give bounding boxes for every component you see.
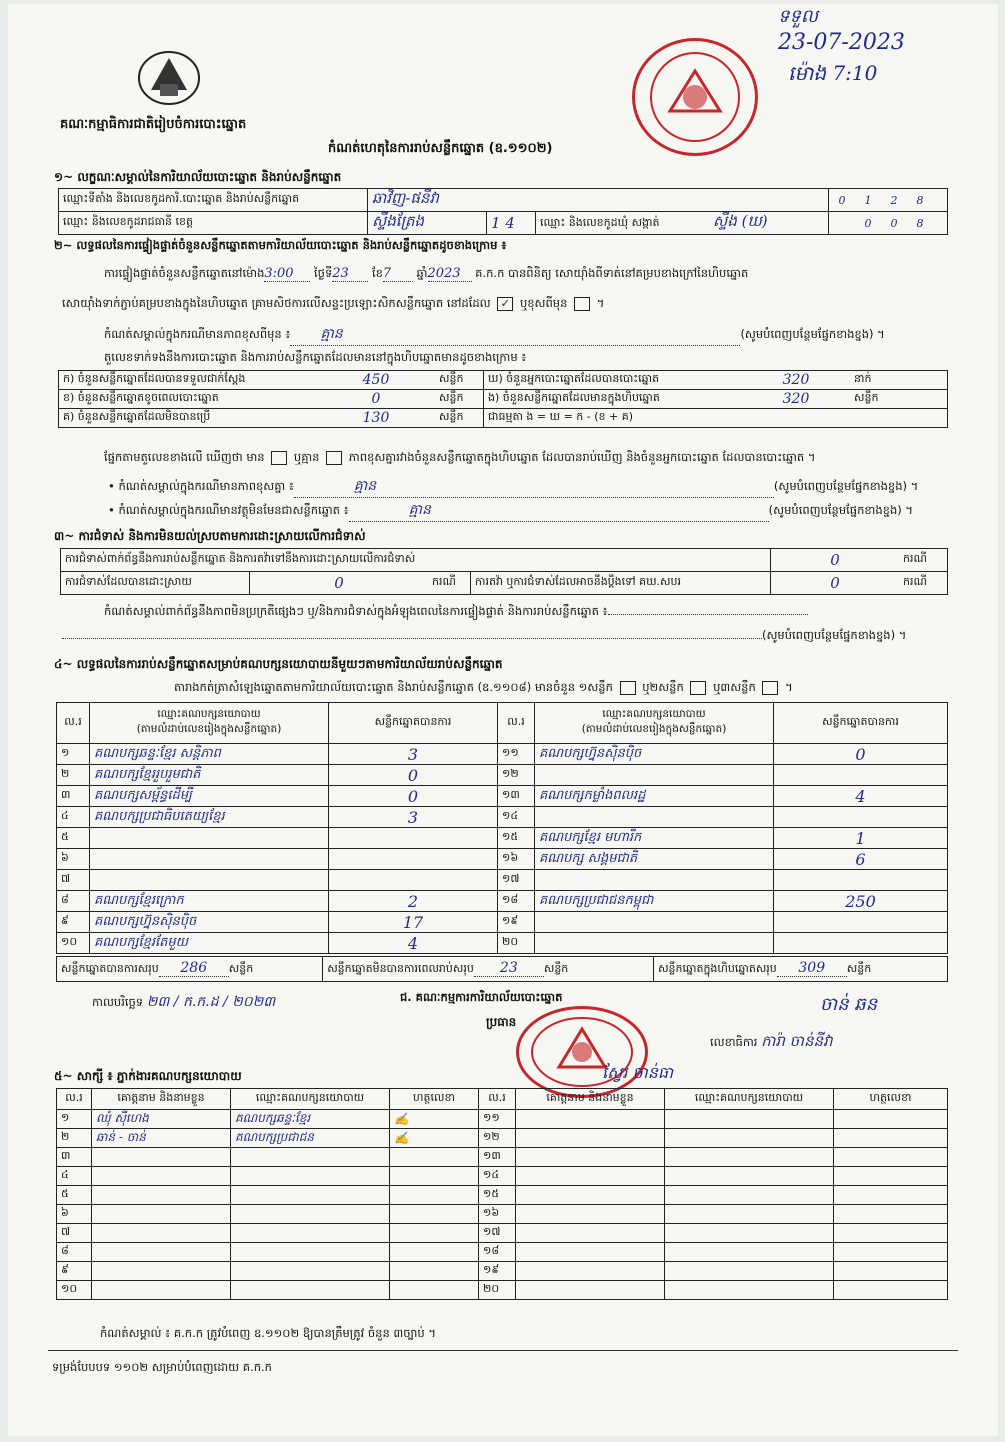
witness-signature	[834, 1262, 948, 1281]
witness-no: ១៥	[479, 1186, 516, 1205]
s3-fill: (សូមបំពេញបន្ថែមផ្នែកខាងខ្នង) ។	[62, 628, 906, 645]
witness-name	[92, 1167, 231, 1186]
witness-no: ៣	[57, 1148, 92, 1167]
witness-name	[516, 1167, 665, 1186]
result-party	[535, 765, 774, 786]
result-votes: 0	[329, 786, 498, 807]
witness-no: ១៤	[479, 1167, 516, 1186]
s4-date: កាលបរិច្ឆេទ ២៣ / ក.ក.ដ / ២០២៣	[92, 994, 276, 1010]
result-votes: 250	[774, 891, 948, 912]
witness-no: ១៧	[479, 1224, 516, 1243]
result-votes: 6	[774, 849, 948, 870]
witness-row	[57, 1224, 948, 1243]
col-votes-right: សន្លឹកឆ្នោតបានការ	[774, 703, 948, 744]
result-row	[57, 870, 948, 891]
witness-no: ២	[57, 1129, 92, 1148]
result-party	[535, 807, 774, 828]
two-sheet-checkbox[interactable]	[690, 681, 706, 695]
s2-table	[58, 370, 948, 428]
s1-row1-value: ឆាវិញ-ផនីវា	[368, 189, 829, 212]
result-no: ១៥	[498, 828, 535, 849]
total-valid: សន្លឹកឆ្នោតបានការសរុប 286 សន្លឹក	[57, 957, 323, 982]
s4-results-table	[56, 702, 948, 954]
result-party: គណបក្សកម្លាំងពលរដ្ឋ	[535, 786, 774, 807]
witness-signature	[834, 1205, 948, 1224]
s1-row2-label: ឈ្មោះ និងលេខកូដរាជធានី ខេត្ត	[59, 212, 368, 235]
s4-sig-name: ចាន់ ឆន	[820, 994, 878, 1015]
witness-row	[57, 1110, 948, 1129]
witness-party	[665, 1129, 834, 1148]
witness-signature	[390, 1262, 479, 1281]
result-no: ២០	[498, 933, 535, 954]
s2-bullet2: • កំណត់សម្គាល់ក្នុងករណីមានវត្ថុមិនមែនជាសន្លឹកឆ្នោត ៖ គ្មាន (សូមបំពេញបន្ថែមផ្នែកខាងខ្នង) ។	[108, 500, 913, 522]
no-diff-checkbox[interactable]	[326, 451, 342, 465]
witness-no: ៦	[57, 1205, 92, 1224]
org-name: គណៈកម្មាធិការជាតិរៀបចំការបោះឆ្នោត	[60, 117, 247, 132]
witness-signature	[390, 1148, 479, 1167]
witness-party	[665, 1167, 834, 1186]
witness-name	[516, 1205, 665, 1224]
result-no: ៣	[57, 786, 90, 807]
witness-signature	[834, 1110, 948, 1129]
result-row	[57, 933, 948, 954]
witness-party	[231, 1224, 390, 1243]
s5-footnote: កំណត់សម្គាល់ ៖ គ.ក.ក ត្រូវបំពេញ ឧ.១១០២ ឱ្យបានត្រឹមត្រូវ ចំនួន ៣ច្បាប់ ។	[100, 1326, 436, 1340]
s5-witness-table: ល.រ គោត្តនាម និងនាមខ្លួន ឈ្មោះគណបក្សនយោបាយ ហត្ថលេខា ល.រ គោត្តនាម និងនាមខ្លួន ឈ្មោះគណបក្សនយោបាយ ហត្ថលេខា ១ ឈុំ ស៊ីហេង គណបក្សឆន្ទៈខ្មែរ ✍ ១១ ២ ឆាន់ - ចាន់ គណបក្សប្រជាជន ✍ ១២ ៣ ១៣ ៤ ១៤ ៥ ១៥ ៦ ១៦ ៧ ១៧ ៨ ១៨ ៩ ១៩ ១០ ២០	[56, 1088, 948, 1300]
s1-row2-code: 1 4	[487, 212, 536, 235]
witness-name	[516, 1129, 665, 1148]
witness-name	[92, 1281, 231, 1300]
s1-heading: ១~ លក្ខណៈសម្គាល់នៃការិយាល័យបោះឆ្នោត និងរាប់សន្លឹកឆ្នោត	[54, 170, 342, 184]
result-party: គណបក្សខ្មែរតែមួយ	[90, 933, 329, 954]
witness-name: ឆាន់ - ចាន់	[92, 1129, 231, 1148]
result-no: ៥	[57, 828, 90, 849]
witness-signature: ✍	[390, 1129, 479, 1148]
witness-no: ១៦	[479, 1205, 516, 1224]
result-party: គណបក្សខ្មែរ មហារីក	[535, 828, 774, 849]
witness-signature	[390, 1243, 479, 1262]
result-votes: 0	[774, 744, 948, 765]
s2-heading: ២~ លទ្ធផលនៃការផ្ទៀងផ្ទាត់ចំនួនសន្លឹកឆ្នោតតាមការិយាល័យបោះឆ្នោត និងរាប់សន្លឹកឆ្នោតដូចខាងក្រោម ៖	[54, 238, 507, 252]
result-no: ៧	[57, 870, 90, 891]
witness-party	[665, 1186, 834, 1205]
unchanged-checkbox[interactable]: ✓	[497, 297, 513, 311]
witness-party	[665, 1262, 834, 1281]
result-votes	[774, 765, 948, 786]
result-votes: 3	[329, 744, 498, 765]
s2-paragraph2: សោយ៉ាំងទាក់ភ្ជាប់គម្របខាងក្នុងនៃហិបឆ្នោត គ្រាមសិថការលើសន្ទះប្រឡោះសិកសន្លឹកឆ្នោត នៅដដែល ✓ ឬខុសពីមុន ។	[62, 295, 605, 310]
s4-intro: តារាងកត់ត្រាសំឡេងឆ្នោតតាមការិយាល័យបោះឆ្នោត និងរាប់សន្លឹកឆ្នោត (ឧ.១១០៨) មានចំនួន ១សន្លឹក ឬ២សន្លឹក ឬ៣សន្លឹក ។	[174, 680, 793, 694]
reception-label: ទទួល	[778, 6, 818, 27]
s4-committee: ជ. គណៈកម្មការការិយាល័យបោះឆ្នោត	[400, 990, 563, 1004]
witness-signature	[834, 1148, 948, 1167]
form-title: កំណត់ហេតុនៃការរាប់សន្លឹកឆ្នោត (ឧ.១១០២)	[328, 141, 553, 156]
result-no: ១	[57, 744, 90, 765]
witness-row	[57, 1186, 948, 1205]
witness-party	[665, 1110, 834, 1129]
s3-note: កំណត់សម្គាល់ពាក់ព័ន្ធនឹងភាពមិនប្រក្រតីផ្សេងៗ ឬ/និងការជំទាស់ក្នុងអំឡុងពេលនៃការផ្ទៀងផ្ទាត់ និងការរាប់សន្លឹកឆ្នោត ៖	[104, 604, 808, 621]
result-party: គណបក្សប្រជាជនកម្ពុជា	[535, 891, 774, 912]
witness-no: ១៩	[479, 1262, 516, 1281]
witness-signature	[834, 1281, 948, 1300]
result-votes: 4	[329, 933, 498, 954]
witness-row	[57, 1243, 948, 1262]
result-row	[57, 849, 948, 870]
total-invalid: សន្លឹកឆ្នោតមិនបានការពេលរាប់សរុប 23 សន្លឹក	[323, 957, 654, 982]
witness-party	[231, 1281, 390, 1300]
result-no: ១៦	[498, 849, 535, 870]
result-votes	[329, 870, 498, 891]
witness-no: ១	[57, 1110, 92, 1129]
witness-name	[92, 1186, 231, 1205]
witness-name	[92, 1224, 231, 1243]
witness-signature	[390, 1186, 479, 1205]
witness-party: គណបក្សឆន្ទៈខ្មែរ	[231, 1110, 390, 1129]
col-no: ល.រ	[57, 703, 90, 744]
witness-no: ៤	[57, 1167, 92, 1186]
witness-name: ឈុំ ស៊ីហេង	[92, 1110, 231, 1129]
result-no: ១២	[498, 765, 535, 786]
result-no: ១៤	[498, 807, 535, 828]
s1-row2-value: ស្ទឹងត្រែង	[368, 212, 487, 235]
result-no: ១៩	[498, 912, 535, 933]
result-party: គណបក្សខ្មែររួបរួមជាតិ	[90, 765, 329, 786]
witness-row	[57, 1281, 948, 1300]
witness-party	[665, 1224, 834, 1243]
s4-heading: ៤~ លទ្ធផលនៃការរាប់សន្លឹកឆ្នោតសម្រាប់គណបក្សនយោបាយនីមួយៗតាមការិយាល័យរាប់សន្លឹកឆ្នោត	[54, 657, 503, 671]
result-votes: 4	[774, 786, 948, 807]
witness-no: ១៨	[479, 1243, 516, 1262]
result-row	[57, 807, 948, 828]
result-votes: 0	[329, 765, 498, 786]
witness-row	[57, 1148, 948, 1167]
witness-name	[516, 1224, 665, 1243]
col-party-right: ឈ្មោះគណបក្សនយោបាយ (តាមលំដាប់លេខរៀងក្នុងសន្លឹកឆ្នោត)	[535, 703, 774, 744]
s1-row1-label: ឈ្មោះទីតាំង និងលេខកូដការិ.បោះឆ្នោត និងរាប់សន្លឹកឆ្នោត	[59, 189, 368, 212]
witness-party: គណបក្សប្រជាជន	[231, 1129, 390, 1148]
witness-signature	[390, 1224, 479, 1243]
three-sheet-checkbox[interactable]	[762, 681, 778, 695]
result-no: ១០	[57, 933, 90, 954]
result-votes: 2	[329, 891, 498, 912]
result-votes: 1	[774, 828, 948, 849]
witness-party	[231, 1148, 390, 1167]
result-row	[57, 744, 948, 765]
witness-row	[57, 1205, 948, 1224]
witness-no: ២០	[479, 1281, 516, 1300]
result-party: គណបក្សសម្ព័ន្ធដើម្បី	[90, 786, 329, 807]
witness-signature	[390, 1281, 479, 1300]
s2-compare: ផ្នែកតាមតួលេខខាងលើ ឃើញថា មាន ឬគ្មាន ភាពខុសគ្នារវាងចំនួនសន្លឹកឆ្នោតក្នុងហិបឆ្នោត ដែលបានរាប់ឃើញ និងចំនួនអ្នកបោះឆ្នោត ដែលបានបោះឆ្នោត ។	[104, 450, 816, 464]
col-no-right: ល.រ	[498, 703, 535, 744]
col-party: ឈ្មោះគណបក្សនយោបាយ (តាមលំដាប់លេខរៀងក្នុងសន្លឹកឆ្នោត)	[90, 703, 329, 744]
reception-time: ម៉ោង 7:10	[788, 61, 878, 85]
witness-signature	[390, 1167, 479, 1186]
witness-no: ១២	[479, 1129, 516, 1148]
result-votes	[329, 828, 498, 849]
witness-signature: ✍	[390, 1110, 479, 1129]
result-no: ៨	[57, 891, 90, 912]
result-no: ៩	[57, 912, 90, 933]
result-votes: 17	[329, 912, 498, 933]
s1-row2-commune: ឈ្មោះ និងលេខកូដឃុំ សង្កាត់ ស្ទឹង (ឃ)	[536, 212, 829, 235]
result-party	[90, 870, 329, 891]
witness-name	[516, 1110, 665, 1129]
s4-chair-label: ប្រធាន	[486, 1015, 517, 1029]
s4-totals	[56, 956, 948, 982]
changed-checkbox[interactable]	[574, 297, 590, 311]
witness-no: ១០	[57, 1281, 92, 1300]
reception-date: 23-07-2023	[778, 30, 905, 55]
witness-no: ៧	[57, 1224, 92, 1243]
witness-party	[665, 1281, 834, 1300]
witness-name	[92, 1148, 231, 1167]
witness-signature	[834, 1224, 948, 1243]
witness-party	[231, 1243, 390, 1262]
witness-name	[516, 1148, 665, 1167]
s2-row-a: ក) ចំនួនសន្លឹកឆ្នោតដែលបានទទួលជាក់ស្តែង 450 សន្លឹក ឃ) ចំនួនអ្នកបោះឆ្នោតដែលបានបោះឆ្នោត 320 នាក់	[59, 371, 948, 390]
result-party	[535, 933, 774, 954]
result-no: ៦	[57, 849, 90, 870]
result-party	[535, 870, 774, 891]
witness-no: ៨	[57, 1243, 92, 1262]
ballot-count-form	[8, 4, 998, 1436]
witness-party	[665, 1205, 834, 1224]
result-row	[57, 912, 948, 933]
s2-intro: តួលេខទាក់ទងនឹងការបោះឆ្នោត និងការរាប់សន្លឹកឆ្នោតដែលមាននៅក្នុងហិបឆ្នោតមានដូចខាងក្រោម ៖	[104, 350, 527, 364]
s1-row1-code: 0 1 2 8	[829, 189, 948, 212]
result-votes	[774, 912, 948, 933]
witness-name	[92, 1243, 231, 1262]
result-party	[90, 828, 329, 849]
result-row	[57, 891, 948, 912]
witness-party	[231, 1167, 390, 1186]
s3-table: ការជំទាស់ពាក់ព័ន្ធនឹងការរាប់សន្លឹកឆ្នោត និងការតវ៉ាទៅនឹងការដោះស្រាយលើការជំទាស់ 0 ករណី ការជំទាស់ដែលបានដោះស្រាយ 0 ករណី ការតវ៉ា ឬការជំទាស់ដែលអាចនឹងប្តឹងទៅ គឃ.សបរ 0 ករណី	[60, 548, 948, 595]
result-party: គណបក្សប្រជាធិបតេយ្យខ្មែរ	[90, 807, 329, 828]
s4-secretary: លេខាធិការ ការ៉ា ចាន់នីវា	[710, 1032, 833, 1050]
s3-heading: ៣~ ការជំទាស់ និងការមិនយល់ស្របតាមការដោះស្រាយលើការជំទាស់	[54, 529, 366, 543]
footer-divider	[48, 1350, 958, 1351]
result-party	[90, 849, 329, 870]
total-in-box: សន្លឹកឆ្នោតក្នុងហិបឆ្នោតសរុប 309 សន្លឹក	[654, 957, 948, 982]
result-no: ១១	[498, 744, 535, 765]
s2-note: កំណត់សម្គាល់ក្នុងករណីមានភាពខុសពីមុន ៖ គ្មាន (សូមបំពេញបន្ថែមផ្នែកខាងខ្នង) ។	[104, 324, 885, 346]
result-no: ៤	[57, 807, 90, 828]
witness-party	[665, 1148, 834, 1167]
witness-row	[57, 1167, 948, 1186]
witness-name	[92, 1262, 231, 1281]
s5-heading: ៥~ សាក្សី ៖ ភ្នាក់ងារគណបក្សនយោបាយ	[54, 1069, 242, 1083]
result-row	[57, 765, 948, 786]
witness-party	[665, 1243, 834, 1262]
witness-party	[231, 1205, 390, 1224]
result-no: ២	[57, 765, 90, 786]
result-party	[535, 912, 774, 933]
result-votes	[774, 870, 948, 891]
s4-chair-name: ស្វែរ ចាន់ធា	[602, 1063, 674, 1082]
official-stamp-top	[632, 38, 758, 156]
result-no: ១៨	[498, 891, 535, 912]
result-party: គណបក្សហ្វ៊ុនស៊ិនប៉ិច	[535, 744, 774, 765]
witness-signature	[834, 1186, 948, 1205]
witness-signature	[834, 1167, 948, 1186]
witness-no: ៩	[57, 1262, 92, 1281]
result-party: គណបក្សហ្វ៊ុនស៊ិនប៉ិច	[90, 912, 329, 933]
s2-bullet1: • កំណត់សម្គាល់ក្នុងករណីមានភាពខុសគ្នា ៖ គ្មាន (សូមបំពេញបន្ថែមផ្នែកខាងខ្នង) ។	[108, 476, 918, 498]
s2-row-c: គ) ចំនួនសន្លឹកឆ្នោតដែលមិនបានប្រើ 130 សន្លឹក ជាធម្មតា ង = ឃ = ក - (ខ + គ)	[59, 409, 948, 428]
one-sheet-checkbox[interactable]	[620, 681, 636, 695]
witness-name	[516, 1262, 665, 1281]
s1-row2-commune-code: 0 0 8	[829, 212, 948, 235]
witness-row	[57, 1262, 948, 1281]
result-party: គណបក្សខ្មែរក្រោក	[90, 891, 329, 912]
col-votes: សន្លឹកឆ្នោតបានការ	[329, 703, 498, 744]
witness-party	[231, 1186, 390, 1205]
witness-signature	[834, 1129, 948, 1148]
witness-row	[57, 1129, 948, 1148]
result-party: គណបក្ស សង្គមជាតិ	[535, 849, 774, 870]
s2-paragraph1: ការផ្ទៀងផ្ទាត់ចំនួនសន្លឹកឆ្នោតនៅម៉ោង3:00 ថ្ងៃទី23 ខែ7 ឆ្នាំ2023 គ.ក.ក បានពិនិត្យ សោយ៉ាំងពីទាត់នៅគម្របខាងក្រៅនៃហិបឆ្នោត	[104, 266, 749, 281]
witness-no: ១១	[479, 1110, 516, 1129]
has-diff-checkbox[interactable]	[271, 451, 287, 465]
witness-no: ៥	[57, 1186, 92, 1205]
nec-emblem	[136, 48, 202, 108]
witness-name	[516, 1281, 665, 1300]
form-code-note: ទម្រង់បែបបទ ១១០២ សម្រាប់បំពេញដោយ គ.ក.ក	[52, 1360, 272, 1374]
result-row	[57, 786, 948, 807]
result-votes	[774, 933, 948, 954]
result-no: ១៣	[498, 786, 535, 807]
result-party: គណបក្សឆន្ទៈខ្មែរ សន្តិភាព	[90, 744, 329, 765]
witness-name	[516, 1243, 665, 1262]
result-no: ១៧	[498, 870, 535, 891]
witness-signature	[834, 1243, 948, 1262]
witness-signature	[390, 1205, 479, 1224]
s2-row-b: ខ) ចំនួនសន្លឹកឆ្នោតខូចពេលបោះឆ្នោត 0 សន្លឹក ង) ចំនួនសន្លឹកឆ្នោតដែលមានក្នុងហិបឆ្នោត 320 សន្លឹក	[59, 390, 948, 409]
witness-party	[231, 1262, 390, 1281]
s1-table	[58, 188, 948, 235]
witness-no: ១៣	[479, 1148, 516, 1167]
result-row	[57, 828, 948, 849]
result-votes: 3	[329, 807, 498, 828]
result-votes	[774, 807, 948, 828]
witness-name	[92, 1205, 231, 1224]
witness-name	[516, 1186, 665, 1205]
result-votes	[329, 849, 498, 870]
